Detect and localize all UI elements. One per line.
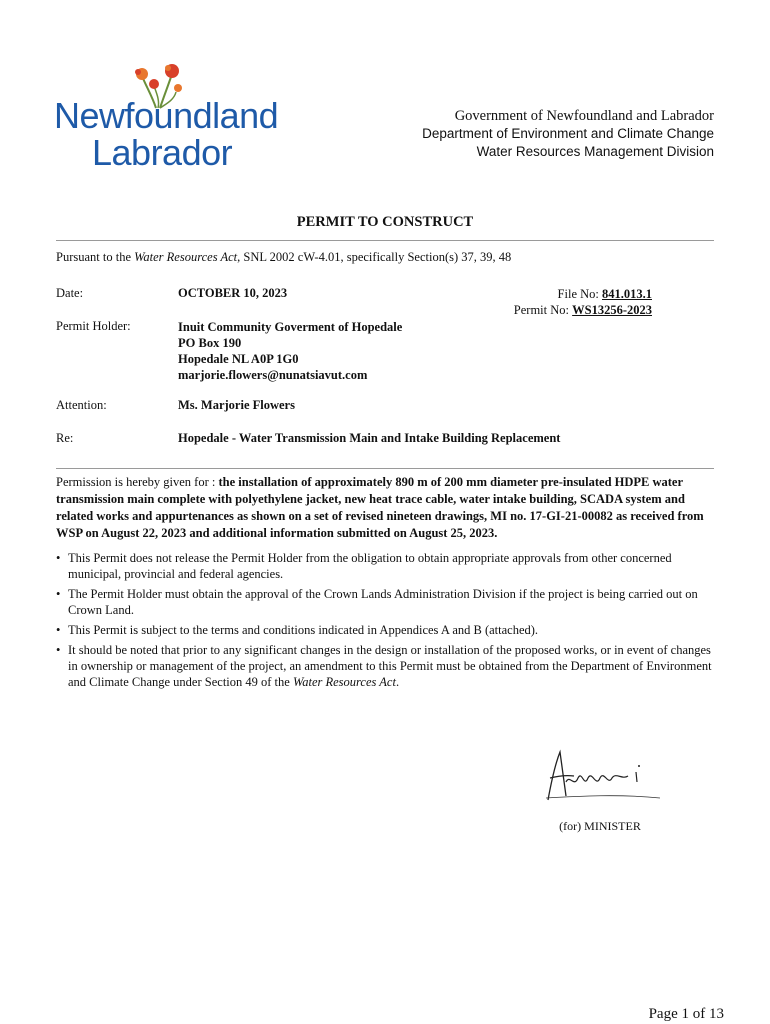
- holder-email: marjorie.flowers@nunatsiavut.com: [178, 368, 368, 382]
- file-permit-numbers: [514, 286, 652, 318]
- document-title: PERMIT TO CONSTRUCT: [296, 214, 474, 230]
- attention-value: Ms. Marjorie Flowers: [178, 398, 295, 412]
- government-name: Government of Newfoundland and Labrador: [454, 108, 714, 124]
- re-value: Hopedale - Water Transmission Main and Intake Building Replacement: [178, 431, 561, 445]
- pursuant-statement: Pursuant to the Water Resources Act, SNL 2002 cW-4.01, specifically Section(s) 37, 39, 48: [56, 250, 512, 264]
- holder-po-box: PO Box 190: [178, 336, 242, 350]
- list-item: • This Permit is subject to the terms and conditions indicated in Appendices A and B (attached).: [56, 622, 716, 638]
- holder-city: Hopedale NL A0P 1G0: [178, 352, 299, 366]
- permission-paragraph: Permission is hereby given for : the installation of approximately 890 m of 200 mm diameter pre-insulated HDPE water transmission main complete with polyethylene jacket, new heat trace cable, water intake building, SCADA system and related works and appurtenances as shown on a set of revised nineteen drawings, MI no. 17-GI-21-00082 as received from WSP on August 22, 2023 and additional information submitted on August 25, 2023.: [56, 475, 704, 540]
- conditions-list: [56, 550, 716, 694]
- date-value: OCTOBER 10, 2023: [178, 286, 288, 300]
- list-item: • The Permit Holder must obtain the approval of the Crown Lands Administration Division if the project is being carried out on Crown Land.: [56, 586, 716, 618]
- permit-holder-label: Permit Holder:: [56, 319, 131, 333]
- permit-number: Permit No: WS13256-2023: [513, 303, 652, 317]
- attention-label: Attention:: [56, 398, 107, 412]
- page-number: Page 1 of 13: [648, 1006, 724, 1022]
- signature-caption: (for) MINISTER: [559, 819, 641, 833]
- division-name: Water Resources Management Division: [476, 144, 714, 159]
- holder-name: Inuit Community Goverment of Hopedale: [178, 320, 403, 334]
- re-label: Re:: [56, 431, 74, 445]
- divider: [56, 468, 714, 469]
- list-item: • This Permit does not release the Permit Holder from the obligation to obtain appropriate approvals from other concerned municipal, provincial and federal agencies.: [56, 550, 716, 582]
- signature: [540, 748, 664, 806]
- permit-holder-address: [178, 319, 402, 383]
- date-label: Date:: [56, 286, 84, 300]
- list-item: • It should be noted that prior to any significant changes in the design or installation of the proposed works, or in event of changes in ownership or management of the project, an amendment to this Permit must be obtained from the Department of Environment and Climate Change under Section 49 of the Water Resources Act.: [56, 642, 716, 690]
- logo-text-newfoundland: Newfoundland: [54, 95, 279, 136]
- department-name: Department of Environment and Climate Change: [422, 126, 714, 141]
- logo-text-labrador: Labrador: [92, 132, 233, 173]
- divider: [56, 240, 714, 241]
- file-number: File No: 841.013.1: [557, 287, 652, 301]
